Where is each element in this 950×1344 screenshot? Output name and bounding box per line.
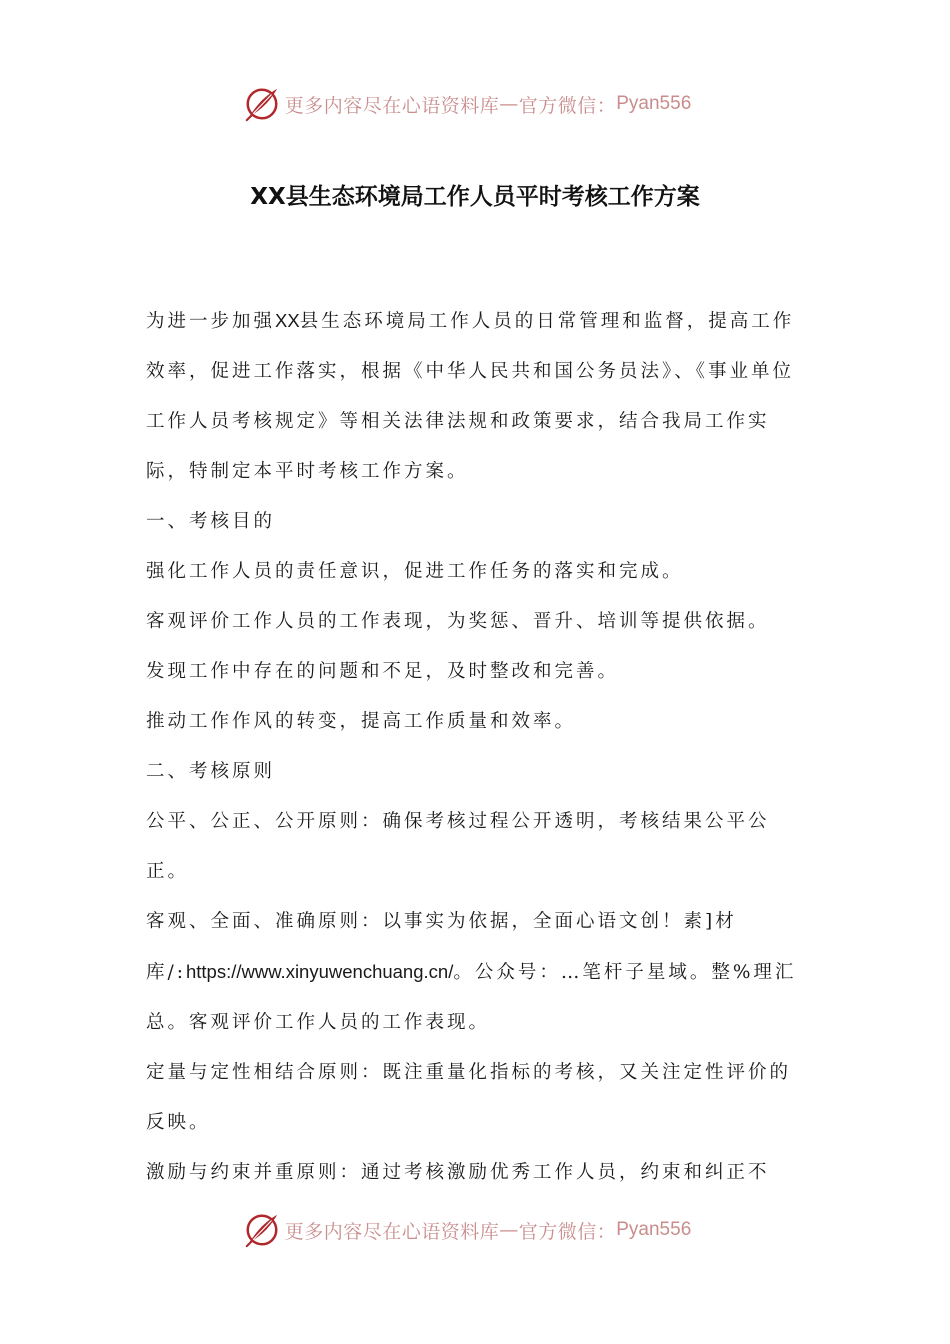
purpose-item: 强化工作人员的责任意识，促进工作任务的落实和完成。 [146, 561, 684, 582]
principle-fairness: 公平、公正、公开原则：确保考核过程公开透明，考核结果公平公正。 [146, 811, 770, 882]
purpose-item: 发现工作中存在的问题和不足，及时整改和完善。 [146, 661, 620, 682]
banner-separator: — [499, 93, 519, 115]
quill-logo-icon [243, 85, 281, 123]
banner-wechat-label: 官方微信： [518, 94, 617, 117]
document-title: XX县生态环境局工作人员平时考核工作方案 [250, 184, 700, 210]
principle-quantitative: 定量与定性相结合原则：既注重量化指标的考核，又关注定性评价的反映。 [146, 1062, 792, 1133]
banner-wechat-label: 官方微信： [518, 1220, 617, 1243]
quill-logo-icon [243, 1211, 281, 1249]
purpose-item: 推动工作作风的转变，提高工作质量和效率。 [146, 711, 577, 732]
principle-incentive: 激励与约束并重原则：通过考核激励优秀工作人员，约束和纠正不 [146, 1162, 770, 1183]
banner-wechat-id: Pyan556 [616, 1219, 692, 1240]
source-url: https://www.xinyuwenchuang.cn/ [185, 961, 454, 982]
document-body [146, 296, 810, 1198]
purpose-item: 客观评价工作人员的工作表现，为奖惩、晋升、培训等提供依据。 [146, 611, 770, 632]
banner-site-text: 更多内容尽在心语资料库 [284, 1220, 500, 1243]
banner-site-text: 更多内容尽在心语资料库 [284, 94, 500, 117]
header-watermark-banner [0, 82, 950, 126]
intro-paragraph: 为进一步加强XX县生态环境局工作人员的日常管理和监督，提高工作效率，促进工作落实，根据《中华人民共和国公务员法》、《事业单位工作人员考核规定》等相关法律法规和政策要求，结合我局工作实际，特制定本平时考核工作方案。 [146, 310, 795, 482]
section-heading-purpose: 一、考核目的 [146, 511, 276, 532]
banner-wechat-id: Pyan556 [616, 93, 692, 114]
banner-separator: — [499, 1219, 519, 1241]
footer-watermark-banner [0, 1208, 950, 1252]
section-heading-principles: 二、考核原则 [146, 761, 276, 782]
principle-objectivity: 客观、全面、准确原则：以事实为依据，全面心语文创！素]材库/:https://www.xinyuwenchuang.cn/。公众号：…笔杆子星域。整%理汇总。客观评价工作人员的工作表现。 [146, 911, 797, 1033]
